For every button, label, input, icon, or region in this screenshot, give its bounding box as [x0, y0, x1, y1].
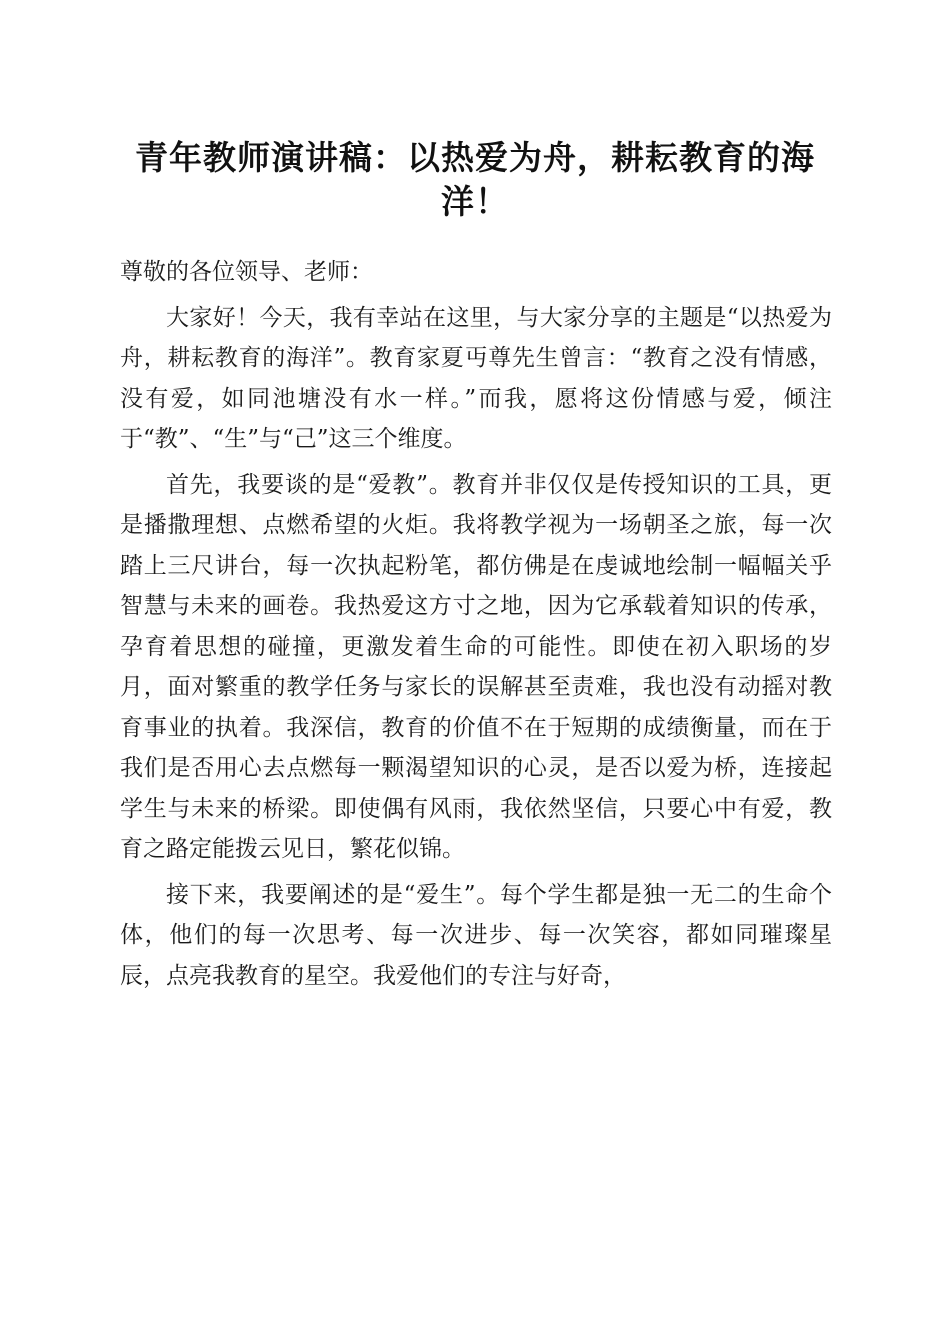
document-body: [120, 252, 832, 996]
paragraph-greeting: 大家好！今天，我有幸站在这里，与大家分享的主题是“以热爱为舟，耕耘教育的海洋”。教育家夏丏尊先生曾言：“教育之没有情感，没有爱，如同池塘没有水一样。”而我，愿将这份情感与爱，倾注于“教”、“生”与“己”这三个维度。: [120, 304, 832, 452]
paragraph-love-students: 接下来，我要阐述的是“爱生”。每个学生都是独一无二的生命个体，他们的每一次思考、每一次进步、每一次笑容，都如同璀璨星辰，点亮我教育的星空。我爱他们的专注与好奇，: [120, 881, 832, 989]
paragraph-love-teaching: 首先，我要谈的是“爱教”。教育并非仅仅是传授知识的工具，更是播撒理想、点燃希望的火炬。我将教学视为一场朝圣之旅，每一次踏上三尺讲台，每一次执起粉笔，都仿佛是在虔诚地绘制一幅幅关乎智慧与未来的画卷。我热爱这方寸之地，因为它承载着知识的传承，孕育着思想的碰撞，更激发着生命的可能性。即使在初入职场的岁月，面对繁重的教学任务与家长的误解甚至责难，我也没有动摇对教育事业的执着。我深信，教育的价值不在于短期的成绩衡量，而在于我们是否用心去点燃每一颗渴望知识的心灵，是否以爱为桥，连接起学生与未来的桥梁。即使偶有风雨，我依然坚信，只要心中有爱，教育之路定能拨云见日，繁花似锦。: [120, 471, 832, 862]
salutation: 尊敬的各位领导、老师：: [120, 259, 373, 285]
document-title: 青年教师演讲稿：以热爱为舟，耕耘教育的海洋！: [135, 138, 815, 221]
